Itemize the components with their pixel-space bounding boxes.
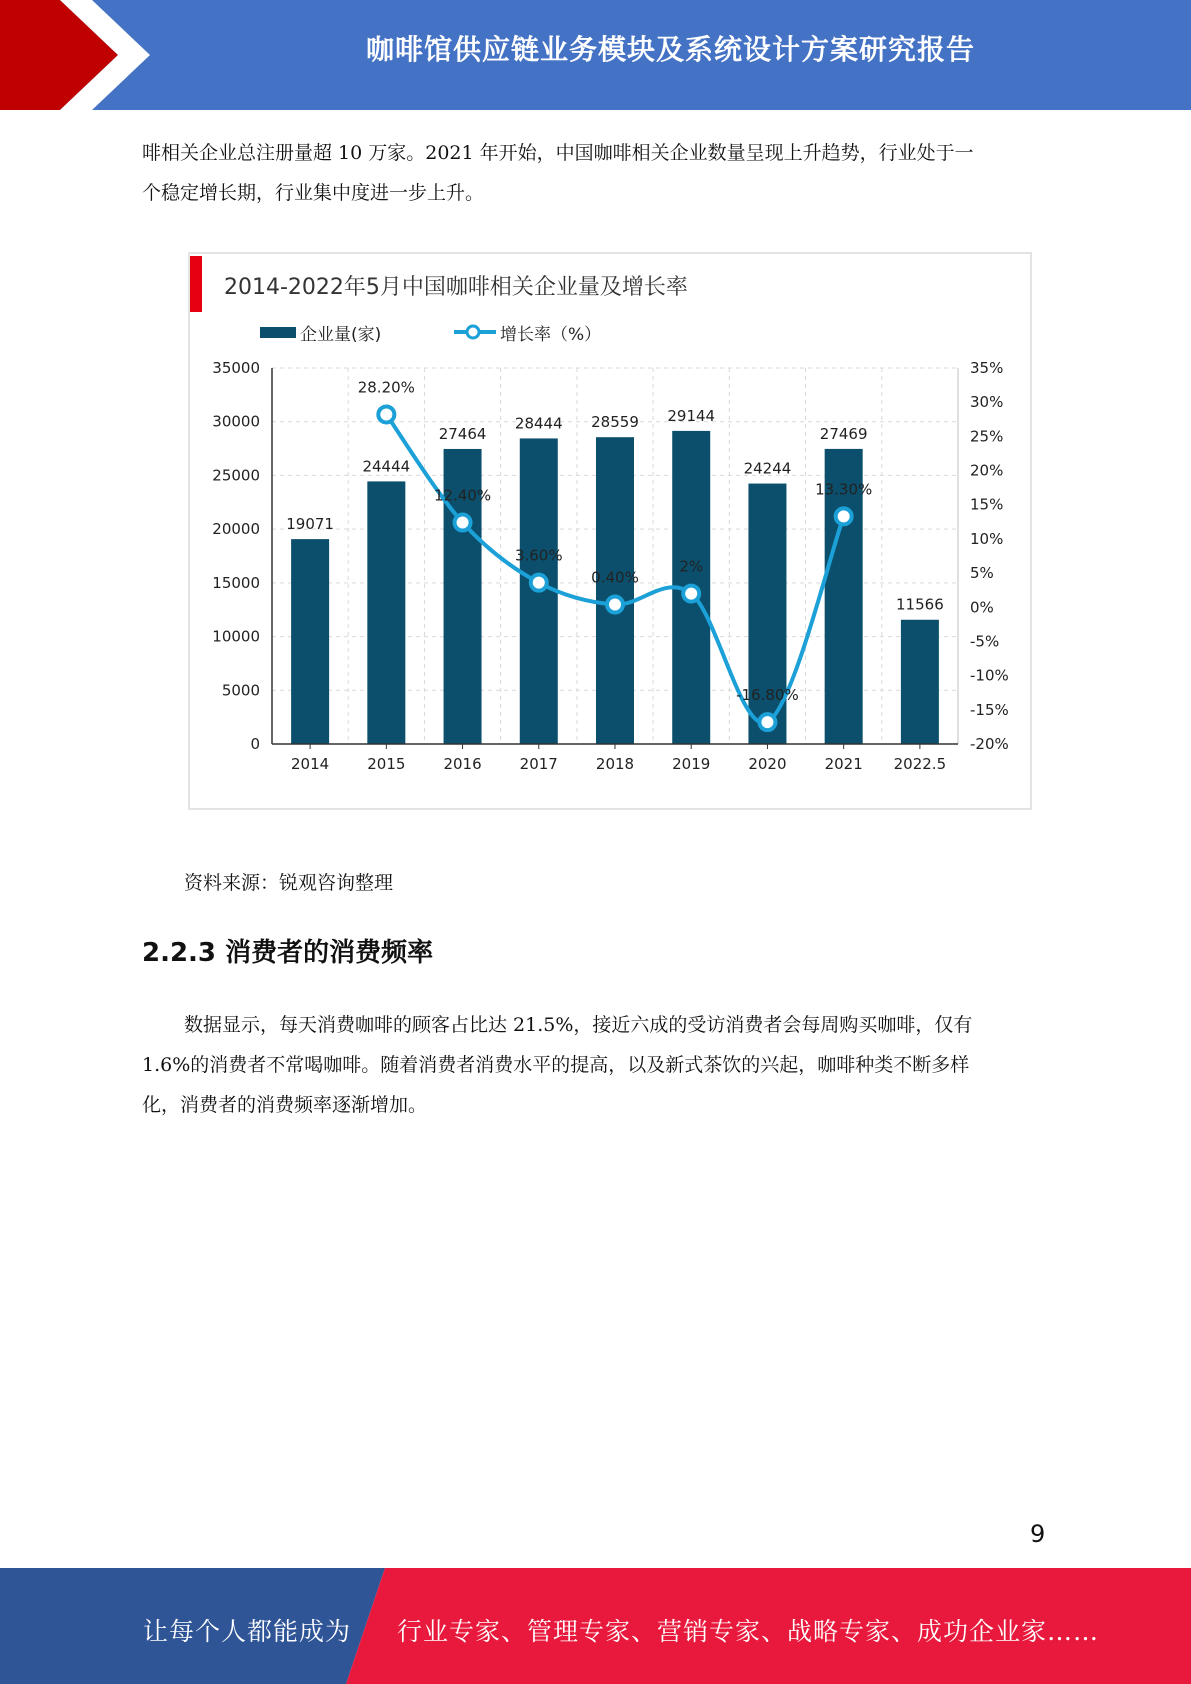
y-left-tick-label: 20000 <box>212 520 260 539</box>
legend-line-marker <box>467 326 479 338</box>
chart-bar <box>901 620 939 744</box>
chart-title: 2014-2022年5月中国咖啡相关企业量及增长率 <box>224 275 688 300</box>
y-right-tick-label: 35% <box>970 359 1004 377</box>
y-left-tick-label: 5000 <box>221 681 260 700</box>
bar-value-label: 11566 <box>896 595 944 614</box>
growth-rate-label: 0.40% <box>591 568 639 587</box>
y-right-tick-label: -15% <box>970 700 1009 719</box>
page-header <box>0 0 1191 110</box>
chart-plot-area <box>212 359 1008 773</box>
y-left-tick-label: 15000 <box>212 573 260 592</box>
growth-rate-point <box>607 597 623 613</box>
growth-rate-point <box>378 406 394 422</box>
x-tick-label: 2022.5 <box>893 755 947 773</box>
section-heading: 2.2.3 消费者的消费频率 <box>142 938 434 968</box>
body-line-2: 1.6%的消费者不常喝咖啡。随着消费者消费水平的提高，以及新式茶饮的兴起，咖啡种类不断多样 <box>142 1054 970 1076</box>
y-left-tick-label: 0 <box>250 735 260 753</box>
x-tick-label: 2020 <box>748 755 787 773</box>
page-footer <box>0 1568 1191 1684</box>
bar-value-label: 24244 <box>743 459 792 478</box>
enterprise-chart <box>188 252 1032 810</box>
y-left-tick-label: 35000 <box>212 359 260 377</box>
y-left-tick-label: 25000 <box>212 466 260 485</box>
chart-bar <box>367 481 405 744</box>
growth-rate-point <box>836 508 852 524</box>
intro-line-1: 啡相关企业总注册量超 10 万家。2021 年开始，中国咖啡相关企业数量呈现上升趋势，行业处于一 <box>142 142 974 164</box>
chart-bar <box>291 539 329 744</box>
y-left-tick-label: 10000 <box>212 627 260 646</box>
y-right-tick-label: 0% <box>970 598 994 617</box>
body-line-1: 数据显示，每天消费咖啡的顾客占比达 21.5%，接近六成的受访消费者会每周购买咖啡，仅有 <box>184 1014 973 1036</box>
y-right-tick-label: 20% <box>970 461 1004 480</box>
bar-value-label: 27469 <box>819 424 868 443</box>
x-tick-label: 2016 <box>443 755 482 773</box>
growth-rate-point <box>759 714 775 730</box>
y-left-tick-label: 30000 <box>212 412 260 431</box>
y-right-tick-label: 5% <box>970 564 994 583</box>
legend-line-label: 增长率（%） <box>500 325 602 345</box>
x-tick-label: 2015 <box>367 755 406 773</box>
body-line-3: 化，消费者的消费频率逐渐增加。 <box>142 1094 428 1116</box>
growth-rate-label: 12.40% <box>433 486 492 505</box>
y-right-tick-label: -20% <box>970 735 1009 753</box>
y-right-tick-label: 30% <box>970 393 1004 412</box>
bar-value-label: 27464 <box>438 424 487 443</box>
footer-slogan-right: 行业专家、管理专家、营销专家、战略专家、成功企业家…… <box>397 1617 1100 1646</box>
growth-rate-point <box>531 575 547 591</box>
y-right-tick-label: 10% <box>970 529 1004 548</box>
legend-bar-swatch <box>260 327 296 338</box>
x-tick-label: 2019 <box>672 755 711 773</box>
chart-title-accent <box>190 256 202 312</box>
growth-rate-point <box>455 515 471 531</box>
body-paragraph <box>142 1005 1047 1125</box>
x-tick-label: 2021 <box>824 755 863 773</box>
page-number: 9 <box>1030 1520 1046 1548</box>
growth-rate-label: 3.60% <box>514 546 563 565</box>
x-tick-label: 2014 <box>291 755 330 773</box>
report-title: 咖啡馆供应链业务模块及系统设计方案研究报告 <box>365 33 975 66</box>
growth-rate-label: -16.80% <box>736 686 799 705</box>
intro-paragraph <box>142 133 1047 213</box>
y-right-tick-label: 25% <box>970 427 1004 446</box>
growth-rate-label: 2% <box>679 557 704 576</box>
x-tick-label: 2018 <box>595 755 635 773</box>
bar-value-label: 19071 <box>286 515 334 534</box>
bar-value-label: 24444 <box>362 457 411 476</box>
x-tick-label: 2017 <box>519 755 558 773</box>
chart-source: 资料来源：锐观咨询整理 <box>184 872 394 894</box>
y-right-tick-label: -5% <box>970 632 1000 651</box>
growth-rate-label: 13.30% <box>815 480 873 499</box>
chart-bar <box>596 437 634 744</box>
footer-slogan-left: 让每个人都能成为 <box>143 1617 352 1646</box>
growth-rate-point <box>683 586 699 602</box>
y-right-tick-label: -10% <box>970 666 1009 685</box>
y-right-tick-label: 15% <box>970 495 1004 514</box>
intro-line-2: 个稳定增长期，行业集中度进一步上升。 <box>142 182 485 204</box>
bar-value-label: 28444 <box>514 414 563 433</box>
bar-value-label: 28559 <box>591 413 639 432</box>
growth-rate-label: 28.20% <box>357 378 415 397</box>
legend-bar-label: 企业量(家) <box>300 325 382 345</box>
chart-canvas <box>190 254 1030 808</box>
bar-value-label: 29144 <box>667 406 716 425</box>
